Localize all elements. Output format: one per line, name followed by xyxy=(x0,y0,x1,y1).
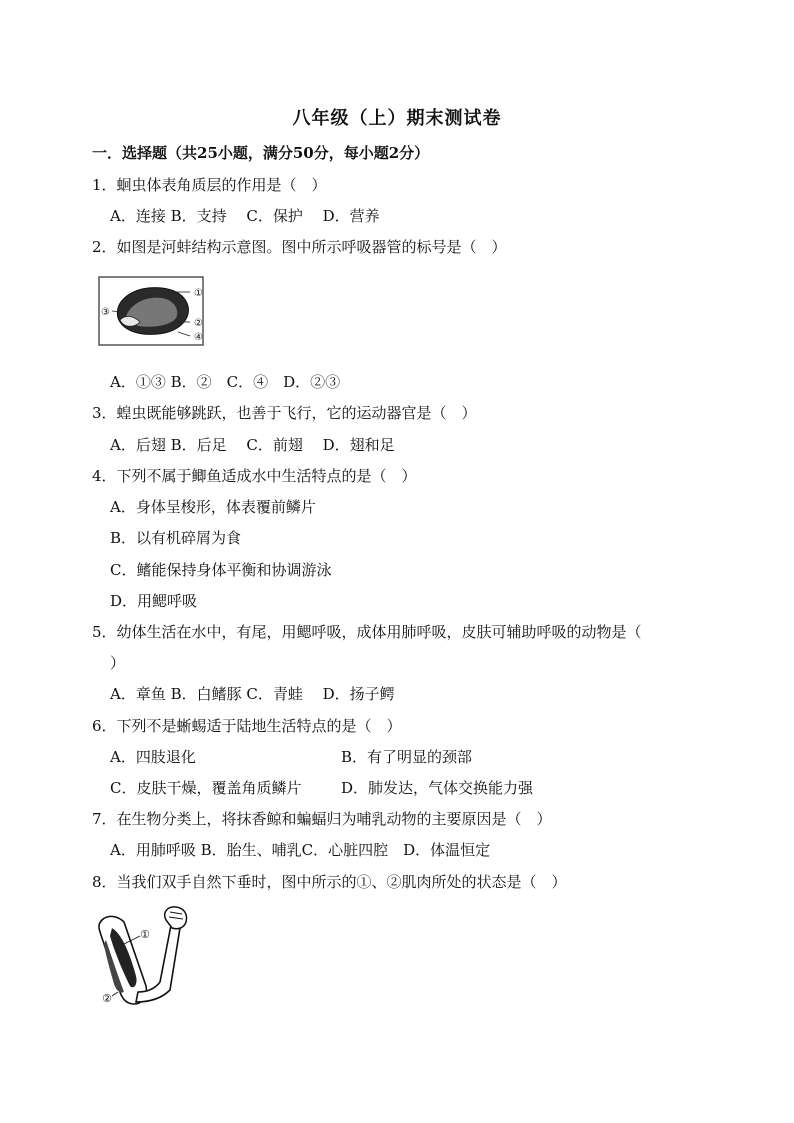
question-5-options: A．章鱼 B．白鳍豚 C．青蛙 D．扬子鳄 xyxy=(110,685,395,703)
mussel-diagram xyxy=(96,272,210,350)
question-7-options: A．用肺呼吸 B．胎生、哺乳C．心脏四腔 D．体温恒定 xyxy=(110,841,491,859)
question-4-option-c: C．鳍能保持身体平衡和协调游泳 xyxy=(110,561,332,579)
question-1-options: A．连接 B．支持 C．保护 D．营养 xyxy=(110,207,380,225)
question-2-options: A．①③ B．② C．④ D．②③ xyxy=(110,373,341,391)
question-2-stem: 2．如图是河蚌结构示意图。图中所示呼吸器管的标号是（ ） xyxy=(92,238,507,256)
question-6-option-b: B．有了明显的颈部 xyxy=(341,748,473,766)
question-6-option-d: D．肺发达，气体交换能力强 xyxy=(341,779,534,797)
question-3-stem: 3．蝗虫既能够跳跃，也善于飞行，它的运动器官是（ ） xyxy=(92,404,477,422)
arm-label-1: ① xyxy=(140,928,150,941)
question-4-stem: 4．下列不属于鲫鱼适成水中生活特点的是（ ） xyxy=(92,467,417,485)
question-6-option-c: C．皮肤干燥，覆盖角质鳞片 xyxy=(110,779,302,797)
question-7-stem: 7．在生物分类上，将抹香鲸和蝙蝠归为哺乳动物的主要原因是（ ） xyxy=(92,810,552,828)
question-8-stem: 8．当我们双手自然下垂时，图中所示的①、②肌肉所处的状态是（ ） xyxy=(92,873,567,891)
mussel-label-2: ② xyxy=(194,318,203,329)
question-4-option-a: A．身体呈梭形，体表覆前鳞片 xyxy=(110,498,316,516)
question-6-option-a: A．四肢退化 xyxy=(110,748,196,766)
question-4-option-b: B．以有机碎屑为食 xyxy=(110,529,242,547)
arm-muscle-diagram xyxy=(96,906,188,1010)
question-5-stem-continued: ） xyxy=(110,654,126,672)
section-heading: 一．选择题（共25小题，满分50分，每小题2分） xyxy=(92,144,430,162)
question-5-stem: 5．幼体生活在水中，有尾，用鳃呼吸，成体用肺呼吸，皮肤可辅助呼吸的动物是（ xyxy=(92,623,642,641)
mussel-label-3: ③ xyxy=(101,307,110,318)
mussel-label-4: ④ xyxy=(194,332,203,343)
mussel-label-1: ① xyxy=(194,288,203,299)
question-6-stem: 6．下列不是蜥蜴适于陆地生活特点的是（ ） xyxy=(92,717,402,735)
question-3-options: A．后翅 B．后足 C．前翅 D．翅和足 xyxy=(110,436,395,454)
question-1-stem: 1．蛔虫体表角质层的作用是（ ） xyxy=(92,176,327,194)
question-4-option-d: D．用鳃呼吸 xyxy=(110,592,198,610)
page-title: 八年级（上）期末测试卷 xyxy=(292,108,502,129)
arm-label-2: ② xyxy=(102,992,112,1005)
